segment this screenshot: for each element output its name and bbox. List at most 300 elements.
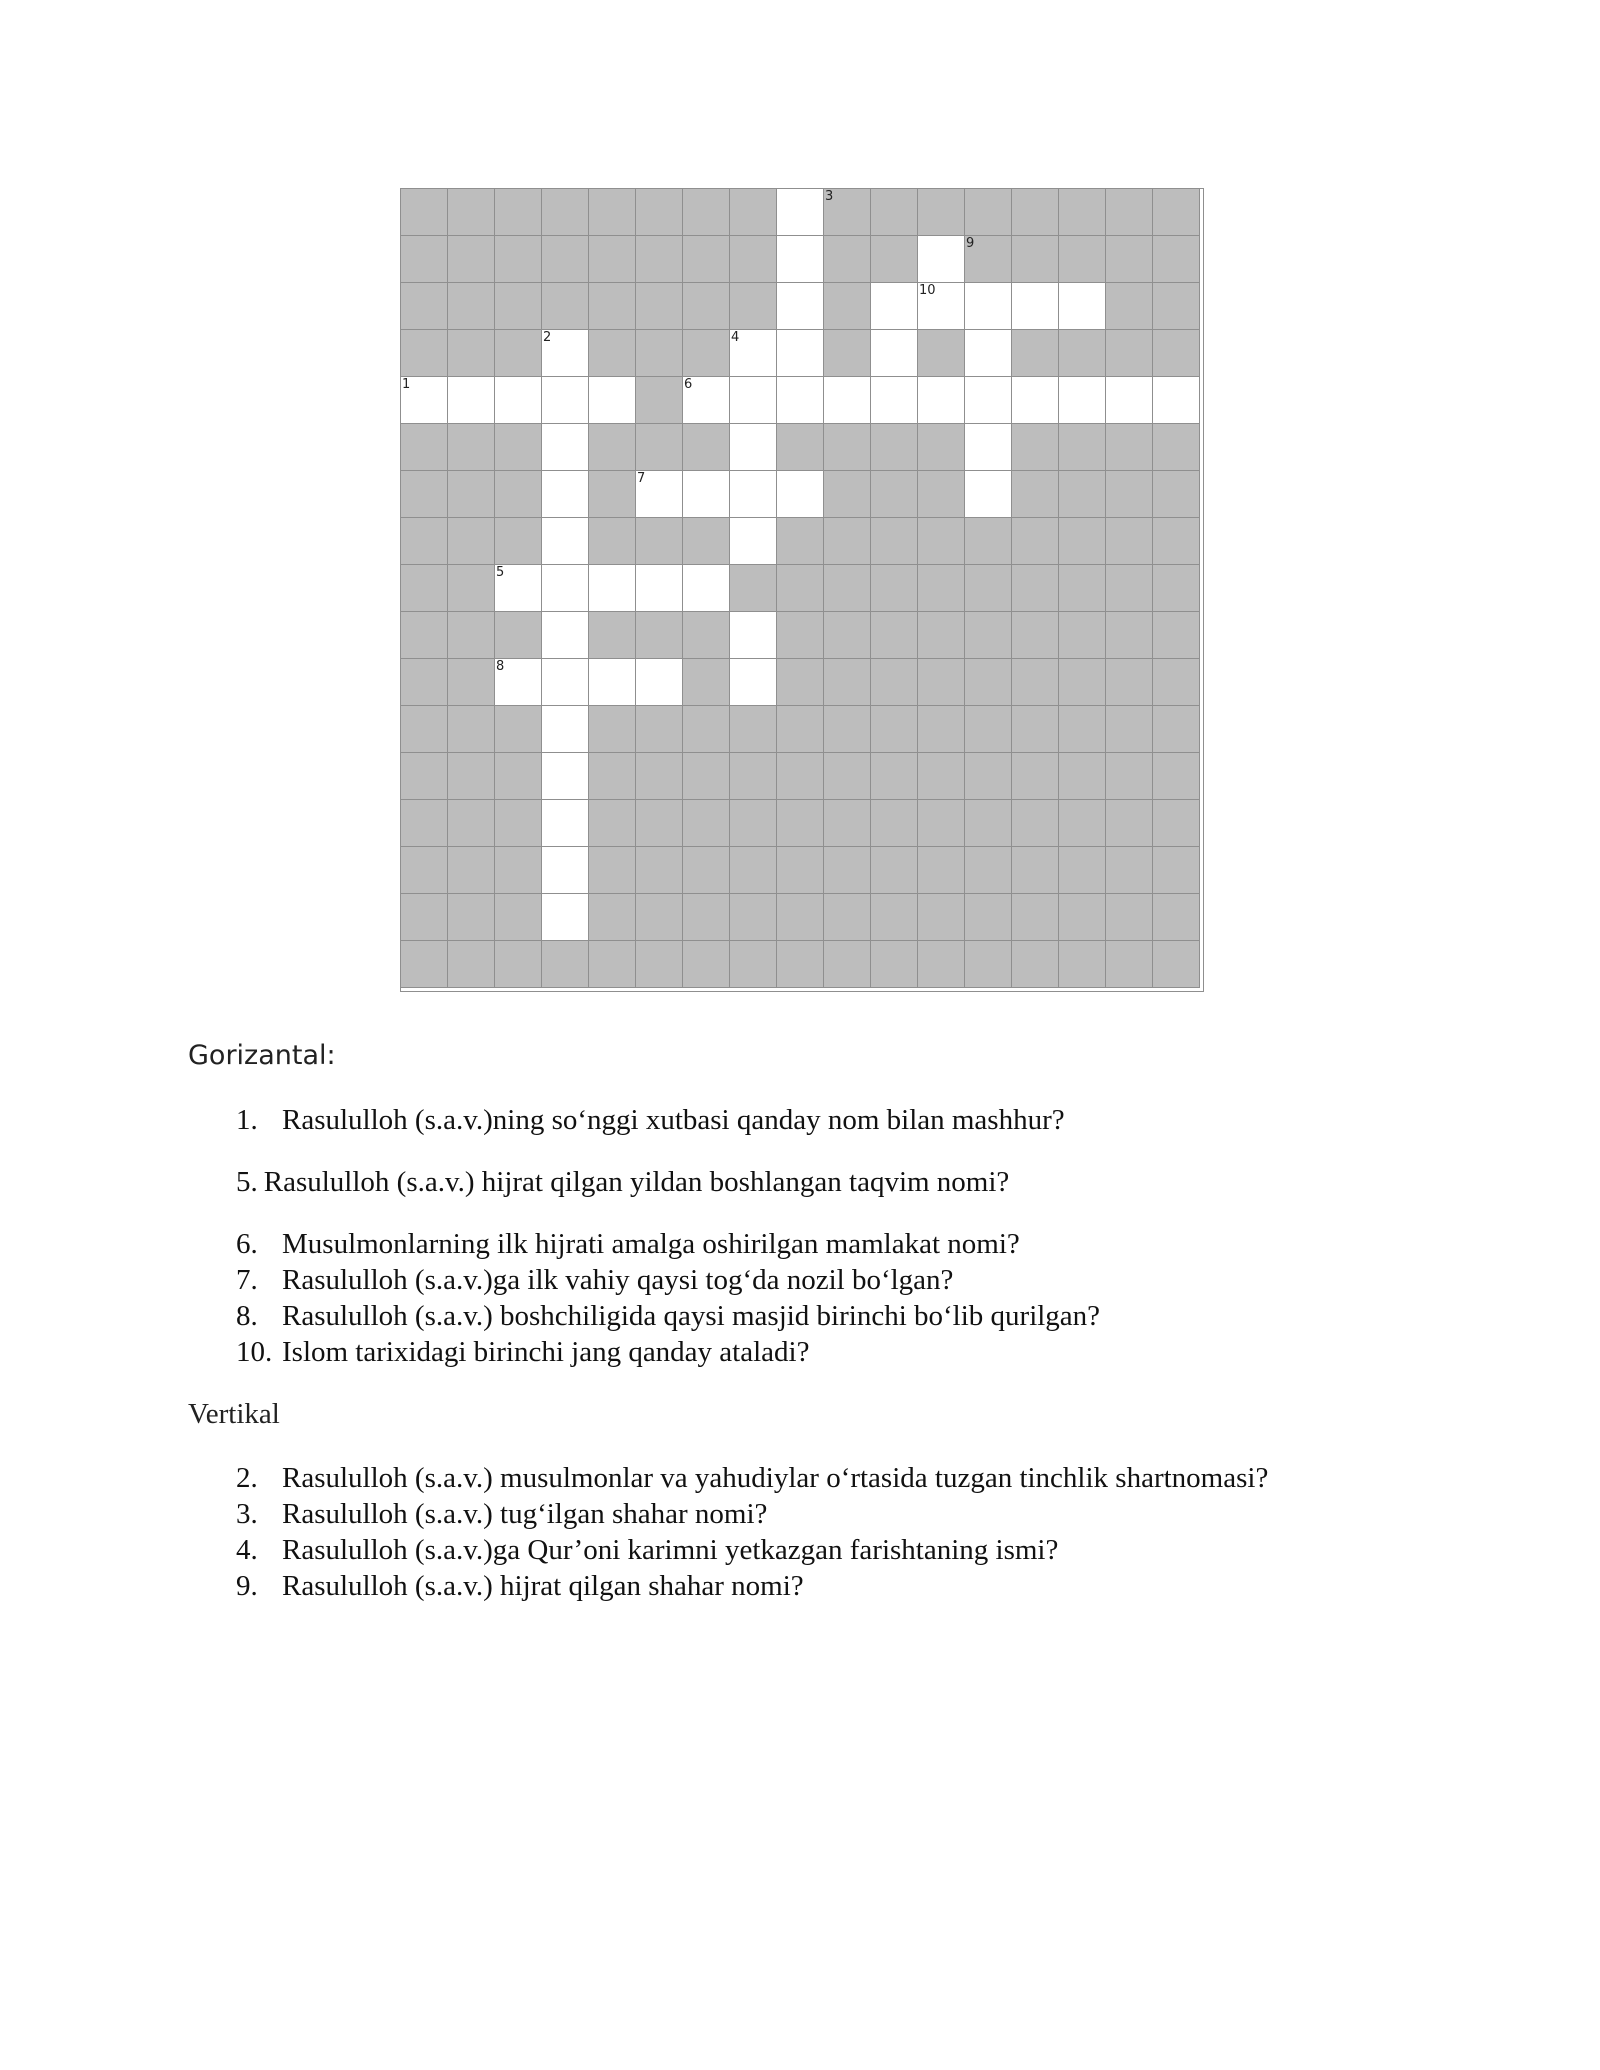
crossword-cell-blocked [495,518,542,565]
crossword-cell-blocked [1106,706,1153,753]
crossword-cell-open[interactable] [730,377,777,424]
crossword-cell-blocked [589,941,636,988]
vertical-heading: Vertikal [188,1398,280,1430]
crossword-cell-open[interactable] [683,471,730,518]
crossword-cell-open[interactable] [542,330,589,377]
crossword-cell-blocked [401,800,448,847]
crossword-cell-blocked [495,894,542,941]
crossword-cell-blocked [495,753,542,800]
crossword-cell-blocked [824,283,871,330]
crossword-cell-blocked [636,800,683,847]
crossword-cell-blocked [730,800,777,847]
crossword-cell-blocked [636,612,683,659]
clue-number: 4. [236,1534,258,1566]
crossword-cell-blocked [1106,612,1153,659]
clue-item [236,1164,1536,1200]
crossword-cell-open[interactable] [777,330,824,377]
crossword-cell-blocked [871,941,918,988]
crossword-cell-open[interactable] [401,377,448,424]
crossword-cell-blocked [448,424,495,471]
crossword-cell-blocked [495,941,542,988]
crossword-cell-blocked [589,424,636,471]
crossword-cell-blocked [918,518,965,565]
crossword-cell-blocked [1012,612,1059,659]
crossword-cell-blocked [730,894,777,941]
crossword-cell-blocked [1012,659,1059,706]
crossword-cell-blocked [1059,706,1106,753]
crossword-cell-blocked [871,612,918,659]
crossword-cell-blocked [589,612,636,659]
crossword-cell-blocked [542,283,589,330]
horizontal-clues-2 [236,1164,1536,1200]
crossword-cell-blocked [589,283,636,330]
cell-number: 9 [966,236,975,251]
crossword-cell-open[interactable] [730,518,777,565]
crossword-cell-blocked [777,706,824,753]
crossword-cell-blocked [401,236,448,283]
crossword-cell-blocked [448,612,495,659]
crossword-cell-blocked [871,471,918,518]
crossword-cell-blocked [777,894,824,941]
crossword-cell-blocked [495,800,542,847]
crossword-cell-blocked [1012,753,1059,800]
crossword-cell-open[interactable] [777,471,824,518]
crossword-cell-blocked [918,659,965,706]
crossword-cell-open[interactable] [871,377,918,424]
crossword-cell-blocked [1059,941,1106,988]
crossword-cell-blocked [1059,894,1106,941]
crossword-cell-blocked [824,894,871,941]
crossword-cell-open[interactable] [495,659,542,706]
crossword-cell-blocked [965,753,1012,800]
crossword-cell-blocked [824,706,871,753]
crossword-cell-blocked [495,330,542,377]
crossword-cell-open[interactable] [542,518,589,565]
vertical-clues [236,1460,1536,1604]
crossword-cell-blocked [871,894,918,941]
crossword-cell-blocked [1012,800,1059,847]
crossword-cell-blocked [871,424,918,471]
crossword-cell-blocked [1012,518,1059,565]
crossword-cell-blocked [871,706,918,753]
crossword-cell-open[interactable] [683,565,730,612]
crossword-cell-blocked [1106,189,1153,236]
crossword-cell-blocked [1153,330,1200,377]
crossword-cell-blocked [730,236,777,283]
cell-number: 6 [684,377,693,392]
crossword-cell-blocked [1059,612,1106,659]
crossword-cell-blocked [683,706,730,753]
crossword-cell-open[interactable] [824,377,871,424]
cell-number: 4 [731,330,740,345]
clue-number: 7. [236,1264,258,1296]
crossword-cell-open[interactable] [636,471,683,518]
horizontal-clues-3 [236,1226,1536,1370]
horizontal-heading: Gorizantal: [188,1040,336,1071]
clue-item [236,1102,1536,1138]
crossword-cell-open[interactable] [1153,377,1200,424]
clue-item [236,1334,1536,1370]
crossword-cell-blocked [1012,565,1059,612]
clue-text: Islom tarixidagi birinchi jang qanday ataladi? [282,1336,810,1368]
clue-number: 5. [236,1166,258,1198]
crossword-cell-blocked [401,330,448,377]
clue-text: Rasululloh (s.a.v.) boshchiligida qaysi masjid birinchi bo‘lib qurilgan? [282,1300,1101,1332]
crossword-cell-blocked [730,706,777,753]
crossword-cell-blocked [683,518,730,565]
clue-item [236,1262,1536,1298]
crossword-cell-blocked [1153,941,1200,988]
crossword-cell-blocked [1012,941,1059,988]
crossword-cell-blocked [918,894,965,941]
cell-number: 7 [637,471,646,486]
crossword-cell-open[interactable] [965,471,1012,518]
crossword-cell-open[interactable] [542,424,589,471]
crossword-cell-blocked [918,471,965,518]
crossword-cell-blocked [1106,753,1153,800]
crossword-cell-blocked [448,847,495,894]
crossword-cell-open[interactable] [636,565,683,612]
crossword-cell-open[interactable] [542,471,589,518]
clue-number: 10. [236,1336,273,1368]
crossword-cell-blocked [448,706,495,753]
crossword-cell-blocked [448,471,495,518]
crossword-cell-blocked [1059,565,1106,612]
crossword-cell-blocked [965,236,1012,283]
crossword-cell-blocked [542,236,589,283]
clue-number: 3. [236,1498,258,1530]
crossword-cell-blocked [589,236,636,283]
crossword-cell-blocked [777,941,824,988]
crossword-cell-blocked [401,894,448,941]
crossword-cell-blocked [871,518,918,565]
crossword-cell-blocked [401,941,448,988]
crossword-cell-open[interactable] [448,377,495,424]
crossword-cell-blocked [448,659,495,706]
crossword-cell-blocked [1059,236,1106,283]
crossword-cell-blocked [448,283,495,330]
crossword-cell-blocked [495,236,542,283]
crossword-cell-blocked [1059,424,1106,471]
crossword-cell-blocked [777,847,824,894]
crossword-cell-blocked [448,753,495,800]
crossword-cell-blocked [636,894,683,941]
crossword-cell-blocked [777,800,824,847]
crossword-cell-blocked [965,189,1012,236]
crossword-cell-blocked [1106,518,1153,565]
clue-number: 8. [236,1300,258,1332]
cell-number: 3 [825,189,834,204]
clue-text: Rasululloh (s.a.v.)ga ilk vahiy qaysi tog‘da nozil bo‘lgan? [282,1264,954,1296]
crossword-cell-blocked [1106,847,1153,894]
crossword-cell-blocked [589,471,636,518]
crossword-cell-blocked [448,189,495,236]
crossword-cell-blocked [448,894,495,941]
crossword-cell-blocked [636,236,683,283]
crossword-cell-blocked [1106,471,1153,518]
crossword-cell-blocked [495,706,542,753]
crossword-cell-blocked [636,377,683,424]
crossword-cell-blocked [1106,800,1153,847]
crossword-cell-blocked [965,894,1012,941]
crossword-cell-open[interactable] [542,565,589,612]
crossword-cell-open[interactable] [683,377,730,424]
crossword-cell-blocked [1106,565,1153,612]
crossword-cell-blocked [683,189,730,236]
crossword-cell-blocked [824,800,871,847]
crossword-cell-blocked [965,659,1012,706]
crossword-cell-blocked [495,471,542,518]
crossword-cell-blocked [495,612,542,659]
crossword-cell-open[interactable] [777,377,824,424]
crossword-cell-blocked [401,612,448,659]
crossword-cell-blocked [1012,706,1059,753]
clue-text: Rasululloh (s.a.v.)ga Qur’oni karimni yetkazgan farishtaning ismi? [282,1534,1059,1566]
crossword-cell-blocked [1059,847,1106,894]
crossword-cell-blocked [401,659,448,706]
crossword-cell-blocked [1153,894,1200,941]
crossword-cell-blocked [636,941,683,988]
horizontal-clues-1 [236,1102,1536,1138]
crossword-cell-open[interactable] [918,283,965,330]
crossword-cell-blocked [918,189,965,236]
crossword-cell-open[interactable] [871,330,918,377]
crossword-cell-blocked [1012,894,1059,941]
crossword-cell-blocked [871,659,918,706]
crossword-cell-blocked [1012,424,1059,471]
cell-number: 5 [496,565,505,580]
crossword-cell-blocked [965,800,1012,847]
clue-text: Rasululloh (s.a.v.) hijrat qilgan yildan boshlangan taqvim nomi? [263,1166,1010,1198]
crossword-cell-blocked [589,753,636,800]
crossword-cell-open[interactable] [542,612,589,659]
crossword-cell-blocked [495,189,542,236]
crossword-cell-open[interactable] [730,471,777,518]
crossword-cell-blocked [401,565,448,612]
crossword-cell-open[interactable] [542,800,589,847]
crossword-cell-open[interactable] [542,706,589,753]
crossword-cell-blocked [495,283,542,330]
crossword-cell-blocked [1106,894,1153,941]
crossword-cell-blocked [871,565,918,612]
crossword-cell-blocked [542,941,589,988]
crossword-cell-blocked [824,471,871,518]
crossword-cell-blocked [401,706,448,753]
crossword-cell-blocked [636,706,683,753]
crossword-cell-blocked [1059,753,1106,800]
crossword-cell-blocked [683,330,730,377]
crossword-cell-blocked [730,941,777,988]
crossword-cell-blocked [918,612,965,659]
crossword-cell-blocked [1153,706,1200,753]
crossword-cell-blocked [824,612,871,659]
crossword-cell-blocked [777,518,824,565]
cell-number: 8 [496,659,505,674]
clue-item [236,1298,1536,1334]
crossword-cell-blocked [448,565,495,612]
crossword-cell-open[interactable] [542,753,589,800]
crossword-cell-blocked [1153,565,1200,612]
crossword-cell-blocked [683,941,730,988]
crossword-cell-open[interactable] [542,377,589,424]
clue-item [236,1460,1536,1496]
crossword-cell-blocked [1153,189,1200,236]
crossword-cell-blocked [871,847,918,894]
crossword-cell-blocked [965,706,1012,753]
crossword-cell-blocked [636,283,683,330]
clue-text: Rasululloh (s.a.v.) hijrat qilgan shahar nomi? [282,1570,804,1602]
crossword-cell-open[interactable] [730,424,777,471]
crossword-cell-blocked [824,659,871,706]
crossword-cell-blocked [401,189,448,236]
crossword-cell-blocked [683,424,730,471]
crossword-cell-open[interactable] [589,659,636,706]
crossword-cell-blocked [683,894,730,941]
crossword-cell-open[interactable] [589,565,636,612]
crossword-cell-open[interactable] [1106,377,1153,424]
crossword-cell-blocked [1012,847,1059,894]
crossword-cell-blocked [1153,283,1200,330]
crossword-cell-blocked [683,283,730,330]
crossword-cell-blocked [448,518,495,565]
crossword-cell-blocked [495,424,542,471]
clue-item [236,1496,1536,1532]
crossword-cell-open[interactable] [495,377,542,424]
crossword-cell-open[interactable] [730,612,777,659]
crossword-cell-blocked [1153,847,1200,894]
cell-number: 2 [543,330,552,345]
crossword-cell-blocked [636,753,683,800]
crossword-cell-blocked [871,189,918,236]
clue-text: Rasululloh (s.a.v.)ning so‘nggi xutbasi qanday nom bilan mashhur? [282,1104,1065,1136]
clue-number: 1. [236,1104,258,1136]
crossword-cell-blocked [1153,659,1200,706]
crossword-cell-blocked [1153,753,1200,800]
crossword-cell-blocked [918,424,965,471]
crossword-cell-blocked [824,753,871,800]
crossword-cell-blocked [918,330,965,377]
crossword-cell-open[interactable] [730,330,777,377]
crossword-cell-blocked [448,236,495,283]
crossword-cell-blocked [824,518,871,565]
crossword-cell-open[interactable] [965,377,1012,424]
crossword-cell-blocked [777,565,824,612]
crossword-cell-blocked [918,847,965,894]
crossword-cell-open[interactable] [1059,283,1106,330]
crossword-cell-blocked [1153,236,1200,283]
crossword-cell-blocked [777,753,824,800]
crossword-cell-blocked [730,283,777,330]
crossword-cell-blocked [824,847,871,894]
crossword-cell-open[interactable] [918,236,965,283]
crossword-cell-open[interactable] [965,424,1012,471]
crossword-cell-blocked [730,753,777,800]
crossword-cell-blocked [824,330,871,377]
crossword-cell-blocked [777,424,824,471]
crossword-cell-open[interactable] [965,283,1012,330]
crossword-cell-open[interactable] [777,189,824,236]
crossword-cell-open[interactable] [1012,377,1059,424]
crossword-cell-blocked [918,941,965,988]
crossword-cell-blocked [824,941,871,988]
crossword-cell-blocked [1012,330,1059,377]
crossword-cell-blocked [589,894,636,941]
crossword-cell-blocked [1153,612,1200,659]
cell-number: 10 [919,283,936,298]
crossword-cell-blocked [683,612,730,659]
crossword-cell-open[interactable] [636,659,683,706]
crossword-cell-open[interactable] [495,565,542,612]
crossword-cell-blocked [918,800,965,847]
clue-item [236,1532,1536,1568]
crossword-cell-blocked [965,518,1012,565]
crossword-cell-blocked [401,424,448,471]
crossword-grid [400,188,1204,992]
crossword-cell-blocked [1106,659,1153,706]
crossword-cell-open[interactable] [777,236,824,283]
crossword-cell-blocked [871,800,918,847]
crossword-cell-open[interactable] [589,377,636,424]
crossword-cell-blocked [965,847,1012,894]
crossword-cell-blocked [824,236,871,283]
clue-text: Musulmonlarning ilk hijrati amalga oshirilgan mamlakat nomi? [282,1228,1020,1260]
crossword-cell-blocked [1153,424,1200,471]
crossword-cell-blocked [589,847,636,894]
clue-text: Rasululloh (s.a.v.) tug‘ilgan shahar nomi? [282,1498,768,1530]
crossword-cell-open[interactable] [918,377,965,424]
crossword-cell-blocked [1106,941,1153,988]
crossword-cell-open[interactable] [542,659,589,706]
crossword-cell-blocked [683,847,730,894]
crossword-cell-blocked [965,565,1012,612]
crossword-cell-open[interactable] [1059,377,1106,424]
crossword-cell-blocked [683,236,730,283]
crossword-cell-blocked [1153,800,1200,847]
crossword-cell-blocked [1059,659,1106,706]
crossword-cell-blocked [401,753,448,800]
crossword-cell-open[interactable] [730,659,777,706]
crossword-cell-blocked [730,189,777,236]
crossword-cell-open[interactable] [777,283,824,330]
crossword-cell-blocked [777,659,824,706]
crossword-cell-blocked [730,847,777,894]
crossword-cell-blocked [1059,471,1106,518]
crossword-cell-blocked [1153,518,1200,565]
crossword-cell-blocked [1059,330,1106,377]
crossword-cell-blocked [824,189,871,236]
crossword-cell-blocked [589,800,636,847]
crossword-cell-blocked [636,424,683,471]
crossword-cell-open[interactable] [1012,283,1059,330]
crossword-cell-blocked [589,518,636,565]
crossword-cell-blocked [1059,189,1106,236]
crossword-cell-blocked [965,941,1012,988]
crossword-cell-blocked [1106,330,1153,377]
crossword-cell-blocked [448,330,495,377]
crossword-cell-open[interactable] [871,283,918,330]
crossword-cell-blocked [871,236,918,283]
crossword-cell-open[interactable] [542,847,589,894]
clue-item [236,1568,1536,1604]
crossword-cell-open[interactable] [542,894,589,941]
crossword-cell-blocked [401,471,448,518]
crossword-cell-blocked [730,565,777,612]
crossword-cell-blocked [965,612,1012,659]
crossword-cell-blocked [824,565,871,612]
crossword-cell-open[interactable] [965,330,1012,377]
cell-number: 1 [402,377,411,392]
crossword-cell-blocked [1012,471,1059,518]
